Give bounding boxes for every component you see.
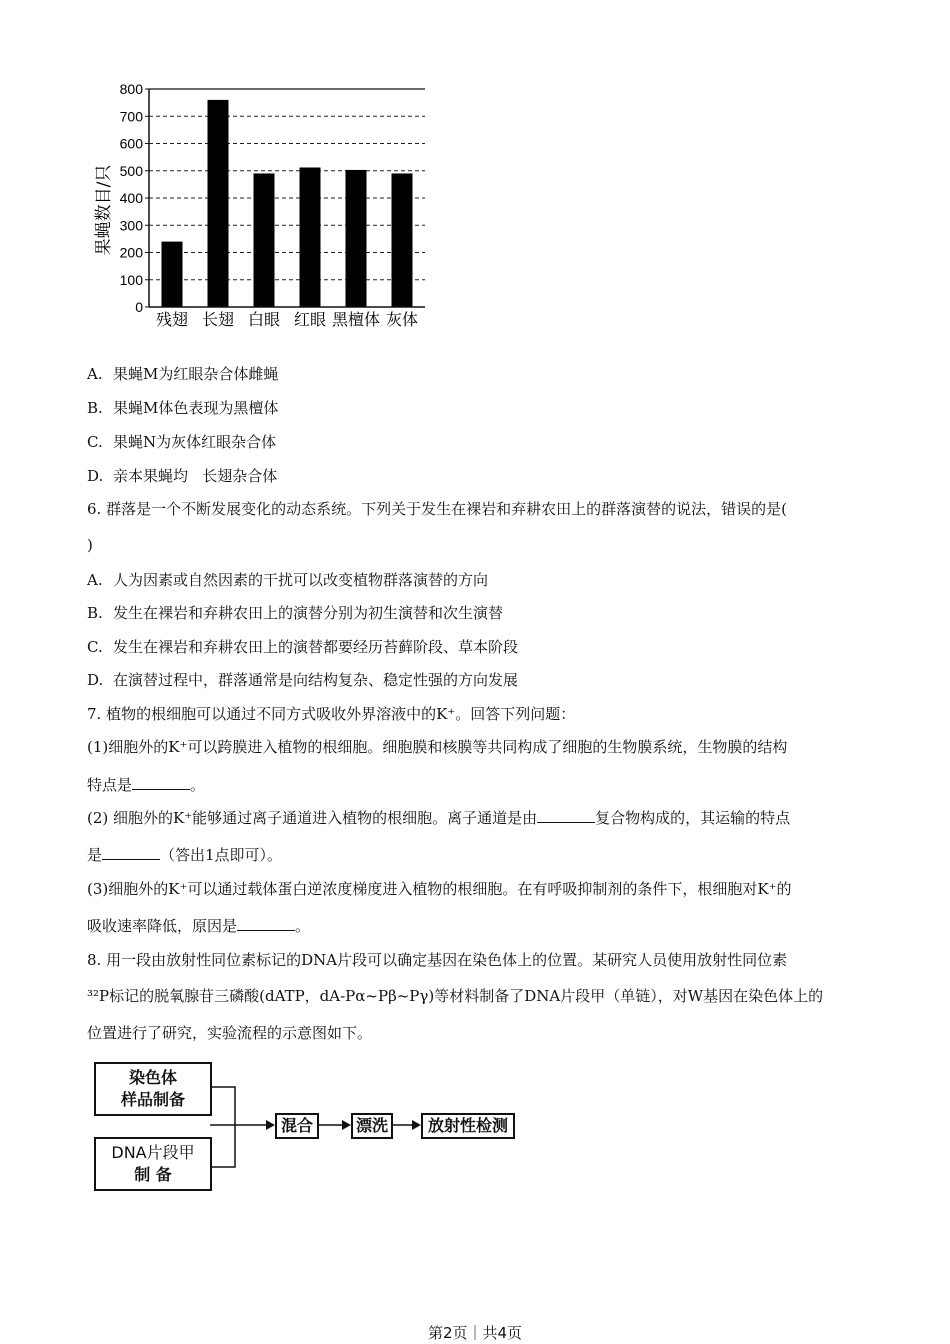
option-letter: A. [87,365,103,383]
wash-box: 漂洗 [351,1113,393,1139]
x-category-label: 黑檀体 [331,310,381,329]
option-text: 人为因素或自然因素的干扰可以改变植物群落演替的方向 [113,571,489,589]
x-category-label: 残翅 [155,310,189,329]
option-letter: C. [87,638,103,656]
y-tick-label: 300 [119,217,143,234]
q7-part2-text-a: (2) 细胞外的K⁺能够通过离子通道进入植物的根细胞。离子通道是由 [87,809,538,827]
box-line: 样品制备 [120,1090,185,1109]
bar-chart-svg [88,78,433,336]
option-letter: C. [87,433,103,451]
q6-option-c[interactable] [87,637,518,657]
q6-stem-close: ) [87,536,93,554]
option-letter: D. [87,467,104,485]
y-tick-label: 500 [119,162,143,179]
option-text: 发生在裸岩和弃耕农田上的演替分别为初生演替和次生演替 [113,604,504,622]
option-letter: A. [87,571,103,589]
q7-stem: 7. 植物的根细胞可以通过不同方式吸收外界溶液中的K⁺。回答下列问题： [87,705,576,723]
bar-chart [88,78,433,336]
q5-option-a[interactable] [87,364,278,384]
box-line: 染色体 [128,1068,177,1087]
arrow-head-icon [412,1120,421,1130]
y-tick-label: 100 [119,271,143,288]
q7-part3-text-b: 。 [295,917,311,935]
bar [346,170,367,307]
q5-option-b[interactable] [87,398,278,418]
q7-part2-text-d: （答出1点即可）。 [160,846,283,864]
connector-line [210,1125,235,1167]
x-category-label: 红眼 [293,310,327,329]
mix-box: 混合 [275,1113,319,1139]
arrow-head-icon [342,1120,351,1130]
q7-part2-text-b: 复合物构成的，其运输的特点 [595,809,791,827]
answer-blank[interactable] [132,775,190,790]
q7-part2-text-c: 是 [87,846,103,864]
answer-blank[interactable] [237,916,295,931]
y-tick-label: 0 [135,299,143,315]
y-tick-label: 200 [119,244,143,261]
q5-option-c[interactable] [87,432,276,452]
y-tick-label: 600 [119,135,143,152]
answer-blank[interactable] [537,808,595,823]
page-footer: 第2页｜共4页 [427,1324,523,1342]
option-letter: B. [87,604,103,622]
q6-option-b[interactable] [87,603,503,623]
answer-blank[interactable] [102,845,160,860]
bar [300,167,321,307]
option-letter: B. [87,399,103,417]
q7-part1-text-a: 特点是 [87,776,133,794]
q6-option-d[interactable] [87,670,518,690]
q7-part1-line2 [87,775,205,795]
q8-line2: ³²P标记的脱氧腺苷三磷酸(dATP，dA-Pα~Pβ~Pγ)等材料制备了DNA片段甲（单链），对W基因在染色体上的 [87,987,824,1005]
q7-part1-text-b: 。 [190,776,206,794]
option-letter: D. [87,671,104,689]
q6-stem: 6. 群落是一个不断发展变化的动态系统。下列关于发生在裸岩和弃耕农田上的群落演替的说法，错误的是( [87,500,787,518]
arrow-head-icon [266,1120,275,1130]
box-line: DNA片段甲 [111,1143,195,1162]
q7-part1-line1: (1)细胞外的K⁺可以跨膜进入植物的根细胞。细胞膜和核膜等共同构成了细胞的生物膜系统，生物膜的结构 [87,738,788,756]
q7-part3-text-a: 吸收速率降低，原因是 [87,917,238,935]
option-text: 果蝇N为灰体红眼杂合体 [113,433,277,451]
y-tick-label: 400 [119,190,143,206]
q7-part2-line1 [87,808,790,828]
q8-line3: 位置进行了研究，实验流程的示意图如下。 [87,1024,373,1042]
option-text: 在演替过程中，群落通常是向结构复杂、稳定性强的方向发展 [113,671,519,689]
bar [392,173,413,307]
q7-part2-line2 [87,845,282,865]
y-tick-label: 800 [119,81,143,97]
q7-part3-line1: (3)细胞外的K⁺可以通过载体蛋白逆浓度梯度进入植物的根细胞。在有呼吸抑制剂的条件下，根细胞对K⁺的 [87,880,792,898]
q5-option-d[interactable] [87,466,277,486]
bar [254,173,275,307]
connector-line [210,1087,235,1125]
q7-part3-line2 [87,916,310,936]
bar [162,242,183,307]
option-text: 亲本果蝇均 长翅杂合体 [113,467,278,485]
q8-line1: 8. 用一段由放射性同位素标记的DNA片段可以确定基因在染色体上的位置。某研究人员使用放射性同位素 [87,951,788,969]
x-category-label: 灰体 [385,310,419,329]
bar [208,100,229,307]
option-text: 发生在裸岩和弃耕农田上的演替都要经历苔藓阶段、草本阶段 [113,638,519,656]
q6-option-a[interactable] [87,570,488,590]
x-category-label: 长翅 [201,310,235,329]
option-text: 果蝇M体色表现为黑檀体 [113,399,279,417]
option-text: 果蝇M为红眼杂合体雌蝇 [113,365,279,383]
x-category-label: 白眼 [247,310,281,329]
y-axis-label: 果蝇数目/只 [94,164,114,256]
box-line: 制 备 [134,1165,172,1184]
y-tick-label: 700 [119,108,143,125]
detect-box: 放射性检测 [421,1113,515,1139]
